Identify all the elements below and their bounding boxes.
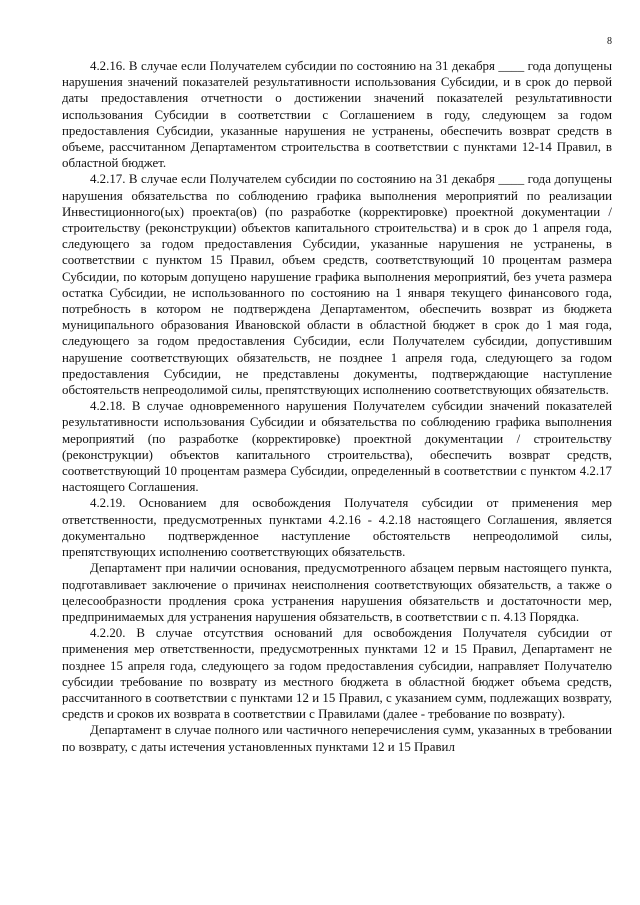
- paragraph-department-conclusion: Департамент при наличии основания, предусмотренного абзацем первым настоящего пункта, подготавливает заключение о причинах неисполнения соответствующих обязательств, а также о целесообразности продления срока устранения нарушения обязательств и достаточности мер, предпринимаемых для устранения нарушения обязательств, в соответствии с п. 4.13 Порядка.: [62, 561, 612, 624]
- paragraph-department-nonpayment: Департамент в случае полного или частичного неперечисления сумм, указанных в требовании по возврату, с даты истечения установленных пунктами 12 и 15 Правил: [62, 723, 612, 754]
- page-number: 8: [607, 36, 612, 47]
- paragraph-4-2-17: 4.2.17. В случае если Получателем субсидии по состоянию на 31 декабря ____ года допущены нарушения обязательства по соблюдению графика выполнения мероприятий по реализации Инвестиционного(ых) проекта(ов) (по разработке (корректировке) проектной документации / строительству (реконструкции) объектов капитального строительства) и в срок до 1 апреля года, следующего за годом предоставления Субсидии, указанные нарушения не устранены, в соответствии с пунктом 15 Правил, объем средств, соответствующий 10 процентам размера Субсидии, по которым допущено нарушение графика выполнения мероприятий, без учета размера остатка Субсидии, не использованного по состоянию на 1 января текущего финансового года, потребность в котором не подтверждена Департаментом, обеспечить возврат из бюджета муниципального образования Ивановской области в областной бюджет в срок до 1 мая года, следующего за годом предоставления Субсидии, если Получателем субсидии, допустившим нарушение соответствующих обязательств, не позднее 1 апреля года, следующего за годом предоставления Субсидии, не представлены документы, подтверждающие наступление обстоятельств непреодолимой силы, препятствующих исполнению соответствующих обязательств.: [62, 172, 612, 398]
- paragraph-4-2-20: 4.2.20. В случае отсутствия оснований для освобождения Получателя субсидии от применения мер ответственности, предусмотренных пунктами 12 и 15 Правил, Департамент не позднее 15 апреля года, следующего за годом предоставления субсидии, направляет Получателю субсидии требование по возврату из местного бюджета в областной бюджет объема средств, рассчитанного в соответствии с пунктами 12 и 15 Правил, с указанием сумм, подлежащих возврату, средств и сроков их возврата в соответствии с Правилами (далее - требование по возврату).: [62, 626, 612, 722]
- paragraph-4-2-18: 4.2.18. В случае одновременного нарушения Получателем субсидии значений показателей результативности использования Субсидии и обязательства по соблюдению графика выполнения мероприятий (по разработке (корректировке) проектной документации / строительству (реконструкции) объектов капитального строительства), обеспечить возврат средств, соответствующий 10 процентам размера Субсидии, определенный в соответствии с пунктом 4.2.17 настоящего Соглашения.: [62, 399, 612, 495]
- paragraph-4-2-19: 4.2.19. Основанием для освобождения Получателя субсидии от применения мер ответственности, предусмотренных пунктами 4.2.16 - 4.2.18 настоящего Соглашения, является документально подтвержденное наступление обстоятельств непреодолимой силы, препятствующих исполнению соответствующих обязательств.: [62, 496, 612, 560]
- paragraph-4-2-16: 4.2.16. В случае если Получателем субсидии по состоянию на 31 декабря ____ года допущены нарушения значений показателей результативности использования Субсидии, и в срок до первой даты предоставления отчетности о достижении значений показателей результативности использования Субсидии в соответствии с Соглашением в году, следующем за годом предоставления Субсидии, указанные нарушения не устранены, обеспечить возврат средств в объеме, рассчитанном Департаментом строительства в соответствии с пунктами 12-14 Правил, в областной бюджет.: [62, 59, 612, 171]
- document-body: [62, 58, 612, 755]
